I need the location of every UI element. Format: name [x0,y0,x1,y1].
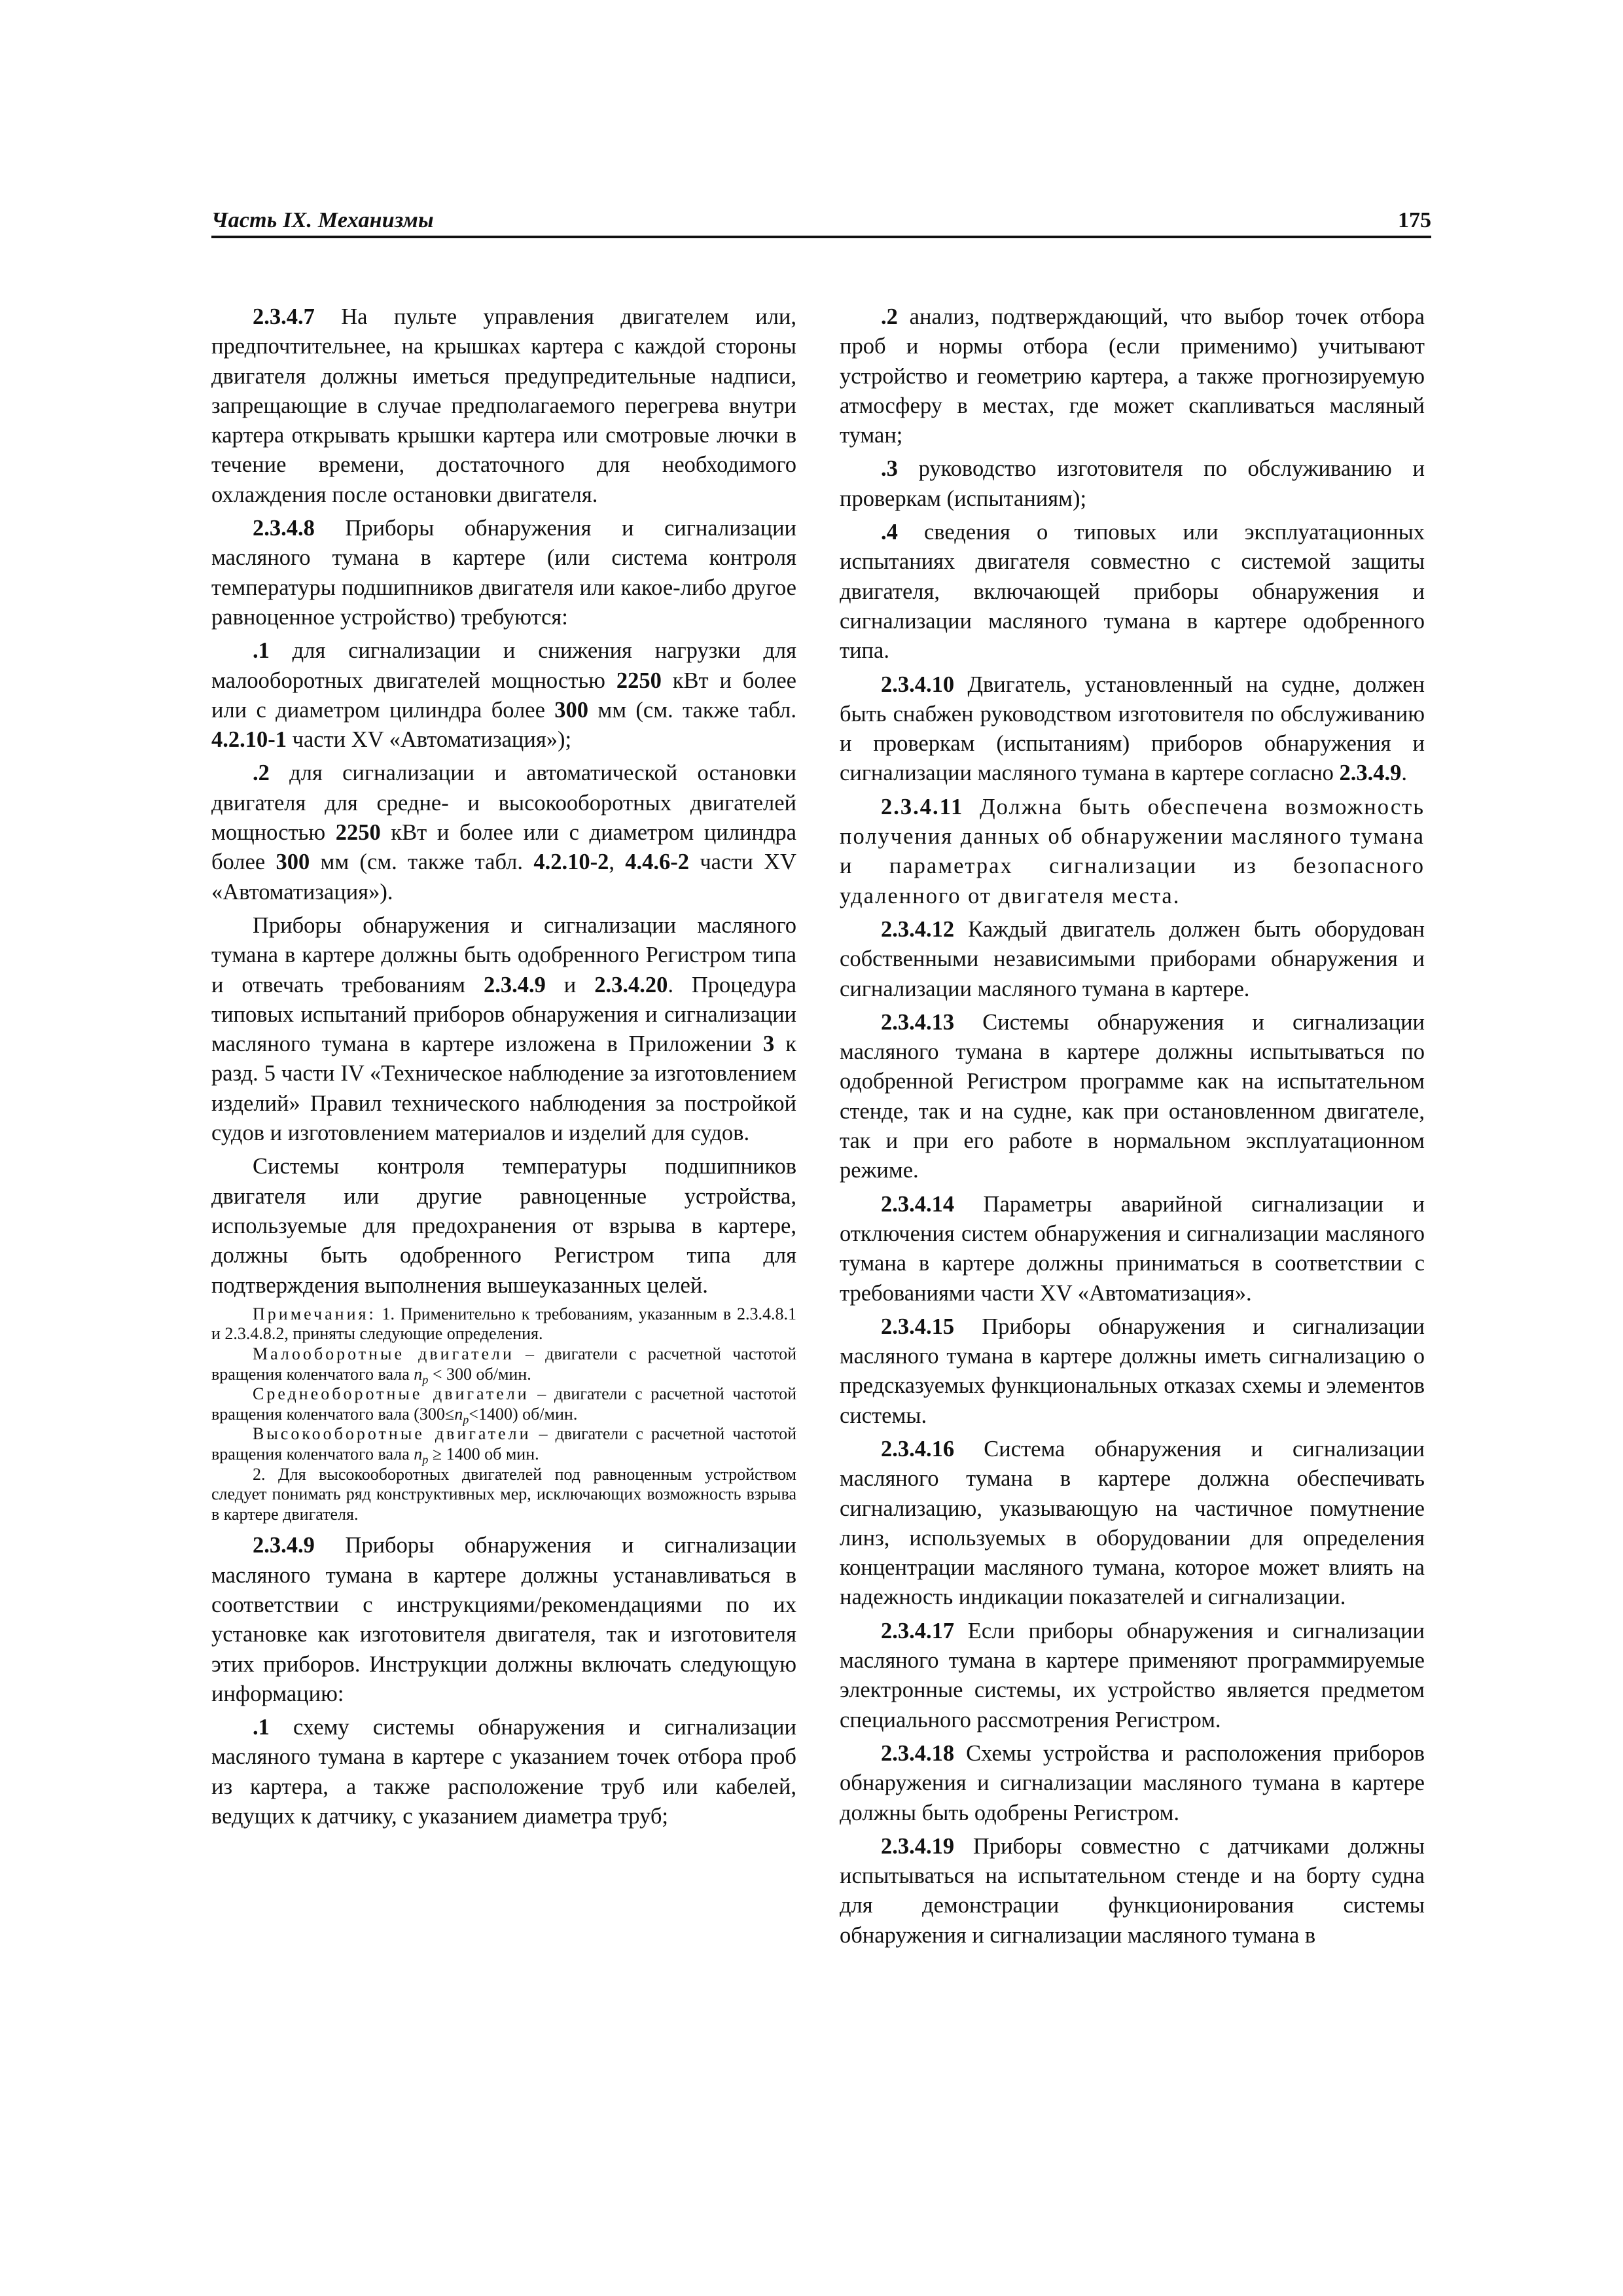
item-text: руководство изготовителя по обслуживанию и проверкам (испытаниям); [840,456,1425,511]
note-term: Среднеоборотные двигатели [253,1384,529,1404]
subscript-p: p [422,1372,429,1386]
paragraph-2-3-4-17 [840,1617,1425,1735]
clause-number: 2.3.4.8 [253,516,315,541]
item-text: сведения о типовых или эксплуатационных испытаниях двигателя совместно с системой защиты двигателя, включающей приборы обнаружения и сигнализации масляного тумана в картере одобренного типа. [840,520,1425,664]
note-text: 1. Применительно к требованиям, указанным в 2.3.4.8.1 и 2.3.4.8.2, приняты следующие определения. [211,1304,796,1344]
item-number: .4 [881,520,898,545]
clause-text: Приборы обнаружения и сигнализации масляного тумана в картере (или система контроля температуры подшипников двигателя или какое-либо другое равноценное устройство) требуются: [211,516,796,630]
note-label: Примечания: [253,1304,376,1323]
clause-text: Двигатель, установленный на судне, должен быть снабжен руководством изготовителя по обслуживанию и проверкам (испытаниям) приборов обнаружения и сигнализации масляного тумана в картере согласно [840,672,1425,786]
list-item-2 [211,759,796,906]
ref: 2.3.4.20 [594,972,668,997]
item-number: .3 [881,456,898,482]
paragraph-2-3-4-10 [840,670,1425,789]
clause-text: Приборы обнаружения и сигнализации масляного тумана в картере должны иметь сигнализацию о предсказуемых функциональных отказах схемы и элементов системы. [840,1314,1425,1428]
note-2: 2. Для высокооборотных двигателей под равноценным устройством следует понимать ряд конструктивных мер, исключающих возможность взрыва в картере двигателя. [211,1464,796,1524]
note-text: – двигатели с расчетной частотой вращения коленчатого вала [211,1344,796,1384]
clause-text: Приборы совместно с датчиками должны испытываться на испытательном стенде и на борту судна для демонстрации функционирования системы обнаружения и сигнализации масляного тумана в [840,1833,1425,1948]
note-low-speed [211,1344,796,1384]
clause-number: 2.3.4.7 [253,304,315,329]
item-text: анализ, подтверждающий, что выбор точек отбора проб и нормы отбора (если применимо) учитывают устройство и геометрию картера, а также прогнозируемую атмосферу в местах, где может скапливаться масляный туман; [840,304,1425,448]
item-number: .2 [253,761,270,786]
list-item-3-manual [840,454,1425,514]
notes-block [211,1304,796,1525]
symbol-n: n [414,1444,423,1463]
item-text: мм (см. также табл. [588,697,796,723]
item-text: , [609,850,626,875]
item-value: 2250 [335,820,381,846]
clause-number: 2.3.4.19 [881,1833,955,1859]
list-item-1 [211,636,796,755]
paragraph-2-3-4-16 [840,1435,1425,1613]
ref: 3 [763,1031,775,1057]
paragraph-2-3-4-14 [840,1190,1425,1308]
paragraph-2-3-4-12 [840,915,1425,1004]
clause-number: 2.3.4.16 [881,1436,955,1462]
item-text: мм (см. также табл. [310,850,534,875]
item-value: 300 [554,697,589,723]
paragraph-temperature: Системы контроля температуры подшипников двигателя или другие равноценные устройства, используемые для предохранения от взрыва в картере, должны быть одобренного Регистром типа для подтверждения выполнения вышеуказанных целей. [211,1154,796,1298]
running-header [211,198,1431,238]
clause-number: 2.3.4.10 [881,672,955,697]
page-number: 175 [1398,208,1431,232]
clause-number: 2.3.4.18 [881,1740,955,1766]
item-number: .1 [253,1715,270,1740]
clause-text: Должна быть обеспечена возможность получения данных об обнаружении масляного тумана и параметрах сигнализации из безопасного удаленного от двигателя места. [840,794,1425,908]
subscript-p: p [422,1453,429,1467]
text: к разд. 5 части IV «Техническое наблюдение за изготовлением изделий» Правил технического наблюдения за постройкой судов и изготовлением материалов и изделий для судов. [211,1031,797,1146]
note-text: – двигатели с расчетной частотой вращения коленчатого вала (300≤ [211,1384,796,1424]
paragraph-approval [211,911,796,1148]
item-number: .2 [881,304,898,329]
clause-text: Система обнаружения и сигнализации масляного тумана в картере должна обеспечивать сигнализацию, указывающую на частичное помутнение линз, используемых в оборудовании для определения концентрации масляного тумана, которое может влиять на надежность индикации показателей и сигнализации. [840,1436,1425,1610]
clause-number: 2.3.4.13 [881,1009,955,1035]
clause-number: 2.3.4.14 [881,1191,955,1217]
clause-text: Схемы устройства и расположения приборов обнаружения и сигнализации масляного тумана в картере должны быть одобрены Регистром. [840,1740,1425,1825]
paragraph-2-3-4-19 [840,1832,1425,1950]
item-text: для сигнализации и снижения нагрузки для малооборотных двигателей мощностью [211,638,796,693]
header-rule [211,236,1431,238]
note-text: – двигатели с расчетной частотой вращения коленчатого вала [211,1424,796,1463]
clause-number: 2.3.4.9 [253,1533,315,1558]
list-item-4-tests [840,518,1425,666]
paragraph-2-3-4-11 [840,793,1425,911]
clause-number: 2.3.4.11 [881,794,964,819]
item-text: части XV «Автоматизация»). [211,850,796,905]
clause-text: На пульте управления двигателем или, предпочтительнее, на крышках картера с каждой стороны двигателя должны иметься предупредительные надписи, запрещающие в случае предполагаемого перегрева внутри картера открывать крышки картера или смотровые лючки в течение времени, достаточного для необходимого охлаждения после остановки двигателя. [211,304,796,507]
paragraph-2-3-4-9 [211,1531,796,1709]
paragraph-2-3-4-7 [211,302,796,510]
list-item-2-analysis [840,302,1425,450]
item-value: 300 [276,850,310,875]
symbol-n: n [414,1364,423,1384]
paragraph-2-3-4-8 [211,514,796,632]
clause-number: 2.3.4.12 [881,916,955,942]
item-number: .1 [253,638,270,664]
note-term: Малооборотные двигатели [253,1344,514,1363]
paragraph-2-3-4-13 [840,1008,1425,1186]
note-text: ≥ 1400 об мин. [428,1444,539,1463]
item-text: кВт и более или с диаметром цилиндра более [211,820,796,875]
note-text: < 300 об/мин. [428,1364,531,1384]
item-ref: 4.2.10-2 [533,850,609,875]
paragraph-2-3-4-15 [840,1312,1425,1431]
item-text: части XV «Автоматизация»); [287,727,572,753]
clause-text: Каждый двигатель должен быть оборудован собственными независимыми приборами обнаружения и сигнализации масляного тумана в картере. [840,916,1425,1001]
ref: 2.3.4.9 [483,972,546,997]
right-column [840,302,1425,1954]
item-text: кВт и более или с диаметром цилиндра более [211,668,796,723]
note-1 [211,1304,796,1344]
clause-number: 2.3.4.17 [881,1618,955,1643]
left-column [211,302,796,1835]
paragraph-2-3-4-18 [840,1739,1425,1828]
note-high-speed [211,1424,796,1467]
item-ref: 4.4.6-2 [625,850,690,875]
clause-text: Системы обнаружения и сигнализации масляного тумана в картере должны испытываться по одобренной Регистром программе как на испытательном стенде, так и на судне, как при остановленном двигателе, так и при его работе в нормальном эксплуатационном режиме. [840,1009,1425,1183]
note-medium-speed [211,1384,796,1424]
item-text: для сигнализации и автоматической остановки двигателя для средне- и высокооборотных двигателей мощностью [211,761,796,846]
ref: 2.3.4.9 [1339,761,1402,786]
clause-text: Приборы обнаружения и сигнализации масляного тумана в картере должны устанавливаться в соответствии с инструкциями/рекомендациями по их установке как изготовителя двигателя, так и изготовителя этих приборов. Инструкции должны включать следующую информацию: [211,1533,796,1706]
text: . Процедура типовых испытаний приборов обнаружения и сигнализации масляного тумана в картере изложена в Приложении [211,972,796,1057]
note-term: Высокооборотные двигатели [253,1424,531,1444]
text: и [545,972,595,997]
clause-number: 2.3.4.15 [881,1314,955,1339]
clause-text: Если приборы обнаружения и сигнализации масляного тумана в картере применяют программируемые электронные системы, их устройство является предметом специального рассмотрения Регистром. [840,1618,1425,1732]
chapter-title: Часть IX. Механизмы [211,208,434,232]
subscript-p: p [463,1412,469,1426]
list-item-1-scheme [211,1713,796,1831]
item-ref: 4.2.10-1 [211,727,287,753]
clause-text: Параметры аварийной сигнализации и отключения систем обнаружения и сигнализации масляного тумана в картере должны приниматься в соответствии с требованиями части XV «Автоматизация». [840,1191,1425,1306]
text: Приборы обнаружения и сигнализации масляного тумана в картере должны быть одобренного Регистром типа и отвечать требованиям [211,912,796,997]
clause-text: . [1401,761,1408,786]
note-text: <1400) об/мин. [469,1404,578,1424]
symbol-n: n [454,1404,463,1424]
item-value: 2250 [616,668,662,693]
item-text: схему системы обнаружения и сигнализации масляного тумана в картере с указанием точек отбора проб из картера, а также расположение труб или кабелей, ведущих к датчику, с указанием диаметра труб; [211,1715,796,1829]
